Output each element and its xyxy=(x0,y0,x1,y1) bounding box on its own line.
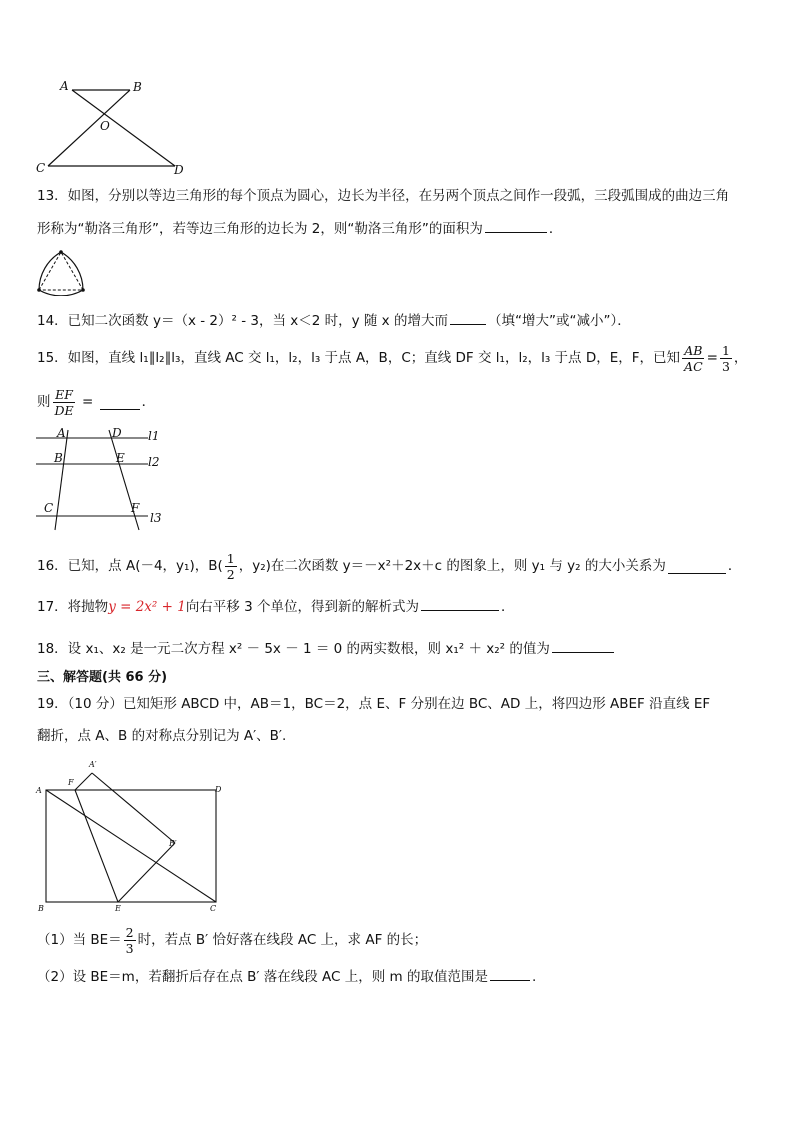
svg-text:l1: l1 xyxy=(148,429,160,443)
fraction-two-thirds: $\frac{2}{3}$ xyxy=(125,924,134,956)
svg-text:C: C xyxy=(44,501,54,515)
answer-blank-14[interactable] xyxy=(450,310,486,325)
section-3-title: 三、解答题(共 66 分) xyxy=(37,670,168,685)
label-D: D xyxy=(174,163,184,176)
fraction-ab-ac: $\frac{AB}{AC}$ xyxy=(684,342,703,374)
question-17: 17．将抛物y = 2x² + 1向右平移 3 个单位，得到新的解析式为 ． xyxy=(37,596,514,617)
answer-blank-18[interactable] xyxy=(552,638,614,653)
answer-blank-17[interactable] xyxy=(421,596,499,611)
question-13-line-1: 13．如图，分别以等边三角形的每个顶点为圆心，边长为半径，在另两个顶点之间作一段弧，三段弧围成的曲边三角 xyxy=(37,188,730,204)
svg-text:B: B xyxy=(54,451,63,465)
question-16: 16．已知，点 A(－4，y₁)，B( $\frac{1}{2}$ ，y₂)在二次函数 y＝－x²＋2x＋c 的图象上，则 y₁ 与 y₂ 的大小关系为 ． xyxy=(37,550,742,582)
fraction-ef-de: $\frac{EF}{DE}$ xyxy=(54,386,74,418)
figure-q19 xyxy=(34,754,234,914)
svg-text:B: B xyxy=(38,904,44,913)
answer-blank-19-2[interactable] xyxy=(490,966,530,981)
svg-text:D: D xyxy=(112,426,122,440)
question-19-part-2: （2）设 BE＝m，若翻折后存在点 B′ 落在线段 AC 上，则 m 的取值范围是 . xyxy=(37,966,536,987)
svg-text:C: C xyxy=(210,904,217,913)
svg-text:A: A xyxy=(36,786,42,795)
question-18: 18．设 x₁、x₂ 是一元二次方程 x² － 5x － 1 ＝ 0 的两实数根，则 x₁² ＋ x₂² 的值为 xyxy=(37,638,616,659)
svg-text:E: E xyxy=(115,904,121,913)
question-19-part-1: （1）当 BE＝ $\frac{2}{3}$ 时，若点 B′ 恰好落在线段 AC 上，求 AF 的长； xyxy=(37,924,428,956)
question-19-line-2: 翻折，点 A、B 的对称点分别记为 A′、B′. xyxy=(37,728,287,744)
svg-text:l2: l2 xyxy=(148,455,160,469)
svg-text:A: A xyxy=(57,426,66,440)
question-19-line-1: 19．（10 分）已知矩形 ABCD 中，AB＝1，BC＝2，点 E、F 分别在边 BC、AD 上，将四边形 ABEF 沿直线 EF xyxy=(37,696,711,712)
svg-text:l3: l3 xyxy=(150,511,162,525)
answer-blank-13[interactable] xyxy=(485,218,547,233)
question-15-line-1: 15．如图，直线 l₁∥l₂∥l₃，直线 AC 交 l₁，l₂，l₃ 于点 A，B，C；直线 DF 交 l₁，l₂，l₃ 于点 D，E，F，已知 $\frac{AB}{AC}$ = $\frac{1}{3}$ ， xyxy=(37,342,748,374)
figure-q12 xyxy=(30,76,190,176)
svg-text:E: E xyxy=(116,451,125,465)
question-15-line-2: 则 $\frac{EF}{DE}$ = ． xyxy=(37,386,156,418)
figure-reuleaux-triangle xyxy=(34,246,92,296)
svg-text:F: F xyxy=(131,501,140,515)
label-O: O xyxy=(100,119,110,133)
label-A: A xyxy=(60,79,69,93)
label-B: B xyxy=(133,80,142,94)
svg-text:F: F xyxy=(68,778,74,787)
question-14: 14．已知二次函数 y＝（x - 2）² - 3，当 x＜2 时，y 随 x 的增大而 （填“增大”或“减小”）． xyxy=(37,310,631,331)
parabola-expression: y = 2x² + 1 xyxy=(108,599,186,615)
svg-text:B′: B′ xyxy=(169,839,177,848)
figure-q15 xyxy=(30,424,170,534)
fraction-one-half: $\frac{1}{2}$ xyxy=(226,550,235,582)
fraction-one-third: $\frac{1}{3}$ xyxy=(721,342,730,374)
answer-blank-15[interactable] xyxy=(100,395,140,410)
svg-text:A′: A′ xyxy=(89,760,97,769)
question-13-text: 形称为“勒洛三角形”，若等边三角形的边长为 2，则“勒洛三角形”的面积为 xyxy=(37,221,483,237)
label-C: C xyxy=(36,161,46,175)
question-13-line-2: 形称为“勒洛三角形”，若等边三角形的边长为 2，则“勒洛三角形”的面积为 ． xyxy=(37,218,562,239)
svg-text:D: D xyxy=(215,785,222,794)
answer-blank-16[interactable] xyxy=(668,559,726,574)
